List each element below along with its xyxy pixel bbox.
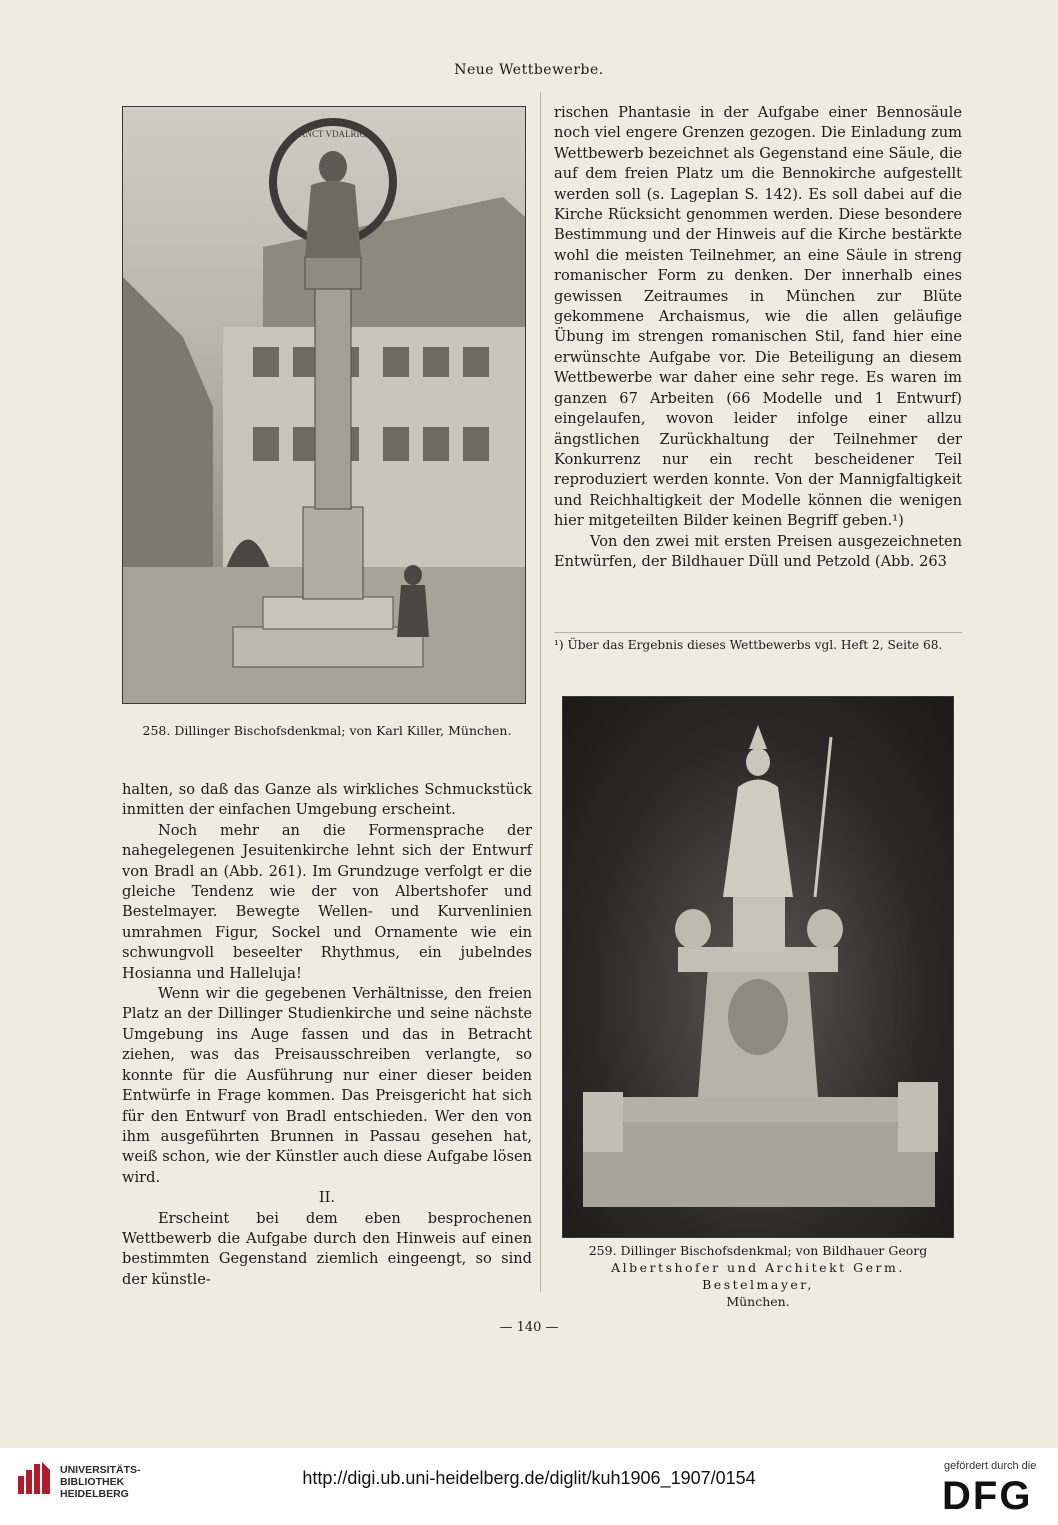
figure-259-photo: [562, 696, 954, 1238]
figure-259-caption-line1: 259. Dillinger Bischofsdenkmal; von Bildhauer Georg: [588, 1243, 928, 1258]
library-line: BIBLIOTHEK: [60, 1476, 125, 1488]
footnote: ¹) Über das Ergebnis dieses Wettbewerbs vgl. Heft 2, Seite 68.: [554, 632, 962, 654]
saint-head: [319, 151, 347, 183]
pillar-capital: [305, 257, 361, 289]
saint-body: [305, 181, 361, 257]
bishop-head: [746, 748, 770, 776]
figure-259-caption-line2: Albertshofer und Architekt Germ. Bestelmayer,: [611, 1260, 905, 1292]
putto-right: [807, 909, 843, 949]
bishop-crozier: [815, 737, 831, 897]
pillar-drawing-svg: [123, 107, 525, 703]
paragraph: rischen Phantasie in der Aufgabe einer Bennosäule noch viel engere Grenzen gezogen. Die Einladung zum Wettbewerb bezeichnet als Gegenstand eine Säule, die auf dem freien Platz um die Bennokirche aufgestellt werden soll (s. Lageplan S. 142). Es soll dabei auf die Kirche Rücksicht genommen werden. Diese besondere Bestimmung und der Hinweis auf die Kirche bestärkte wohl die meisten Teilnehmer, an eine Säule in streng romanischer Form zu denken. Der innerhalb eines gewissen Zeitraumes in München zur Blüte gekommene Archaismus, wie die allen geläufige Übung im strengen romanischen Stil, fand hier eine erwünschte Aufgabe vor. Die Beteiligung an diesem Wettbewerbe war daher eine sehr rege. Es waren im ganzen 67 Arbeiten (66 Modelle und 1 Entwurf) eingelaufen, wovon leider infolge einer allzu ängstlichen Zurückhaltung der Teilnehmer der Konkurrenz nur ein recht bescheidener Teil reproduziert werden konnte. Von der Mannigfaltigkeit und Reichhaltigkeit der Modelle können die wenigen hier mitgeteilten Bilder keinen Begriff geben.¹): [554, 104, 962, 530]
paragraph: Noch mehr an die Formensprache der nahegelegenen Jesuitenkirche lehnt sich der Entwurf von Bradl an (Abb. 261). Im Grundzuge verfolgt er die gleiche Tendenz wie der von Albertshofer und Bestelmayer. Bewegte Wellen- und Kurvenlinien umrahmen Figur, Sockel und Ornamente wie ein schwungvoll beseelter Rhythmus, ein jubelndes Hosianna und Halleluja!: [122, 821, 532, 982]
dfg-logo: DFG: [942, 1474, 1033, 1518]
halo-inscription: SANCT VDALRICH: [294, 129, 372, 139]
pedestal-step-lower: [233, 627, 423, 667]
paragraph: Wenn wir die gegebenen Verhältnisse, den freien Platz an der Dillinger Studienkirche und seine nächste Umgebung ins Auge fassen und das in Betracht ziehen, was das Preisausschreiben verlangte, so konnte für die Ausführung nur einer dieser beiden Entwürfe in Frage kommen. Das Preisgericht hat sich für den Entwurf von Bradl entschieden. Wer den von ihm ausgeführten Brunnen in Passau gesehen hat, weiß schon, wie der Künstler auch diese Aufgabe lösen wird.: [122, 985, 532, 1186]
library-line: UNIVERSITÄTS-: [60, 1464, 141, 1476]
left-column-text: [122, 780, 532, 1290]
sponsor-note: gefördert durch die: [944, 1460, 1037, 1472]
corner-post-left: [583, 1092, 623, 1152]
corner-post-right: [898, 1082, 938, 1152]
paragraph: Von den zwei mit ersten Preisen ausgezeichneten Entwürfen, der Bildhauer Düll und Petzold (Abb. 263: [554, 532, 962, 570]
statue-photo-svg: [563, 697, 953, 1237]
pillar-shaft: [315, 287, 351, 509]
statue-base-step: [583, 1117, 935, 1207]
running-head: Neue Wettbewerbe.: [454, 62, 604, 78]
figure-258-caption: 258. Dillinger Bischofsdenkmal; von Karl Killer, München.: [142, 723, 512, 738]
section-heading: II.: [318, 1189, 336, 1207]
pillar-base: [303, 507, 363, 599]
pedestal-step-upper: [263, 597, 393, 629]
figure-person-head: [404, 565, 422, 585]
paragraph: Erscheint bei dem eben besprochenen Wettbewerb die Aufgabe durch den Hinweis auf einen bestimmten Gegenstand ziemlich eingeengt, so sind der künstle-: [122, 1209, 532, 1288]
figure-259-caption: [560, 1242, 956, 1310]
figure-258-illustration: [122, 106, 526, 704]
column-rule: [540, 92, 541, 1292]
putto-left: [675, 909, 711, 949]
source-url-link[interactable]: http://digi.ub.uni-heidelberg.de/diglit/kuh1906_1907/0154: [302, 1468, 756, 1488]
figure-person-body: [397, 585, 429, 637]
page-number: — 140 —: [499, 1320, 559, 1335]
bishop-figure: [723, 780, 793, 898]
statue-plinth: [733, 897, 785, 952]
paragraph: halten, so daß das Ganze als wirkliches Schmuckstück inmitten der einfachen Umgebung erscheint.: [122, 781, 532, 819]
library-line: HEIDELBERG: [60, 1488, 129, 1500]
right-column-text: [554, 103, 962, 572]
pedestal-cartouche: [728, 979, 788, 1055]
statue-base-top: [603, 1097, 915, 1122]
figure-259-caption-line3: München.: [726, 1294, 790, 1309]
bishop-mitre: [749, 725, 767, 749]
